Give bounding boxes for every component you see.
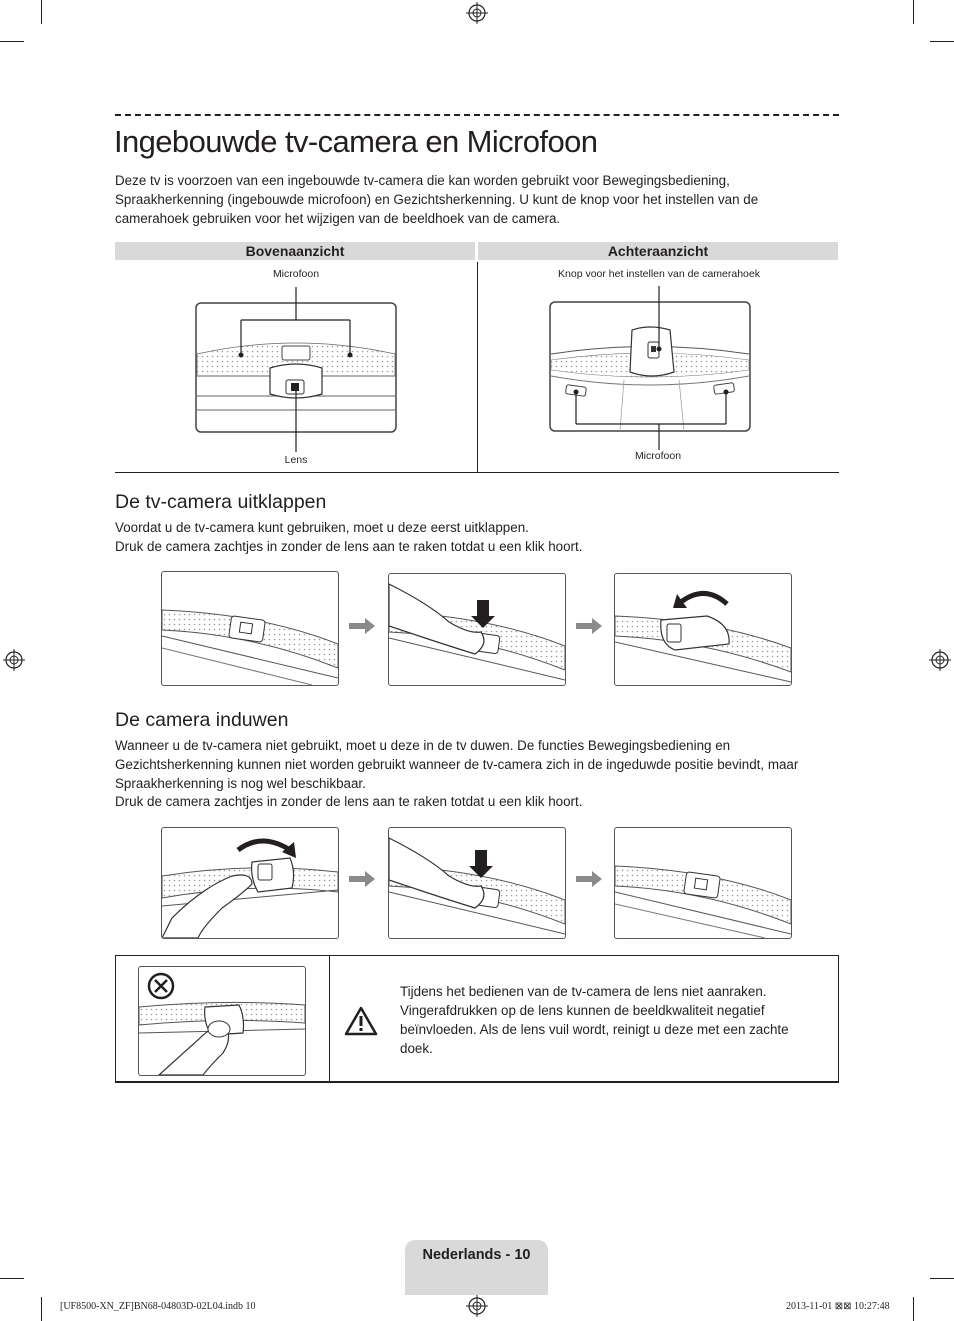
step-arrow-icon (349, 871, 375, 887)
step-arrow-icon (349, 618, 375, 634)
unfold-step-3-image (614, 573, 792, 686)
step-arrow-icon (576, 871, 602, 887)
intro-text: Deze tv is voorzoen van een ingebouwde tv-camera die kan worden gebruikt voor Bewegingsbediening, Spraakherkenning (ingebouwde microfoon) en Gezichtsherkenning. U kunt de knop voor het instellen van de camerahoek gebruiken voor het wijzigen van de beeldhoek van de camera. (115, 173, 759, 226)
retract-heading: De camera induwen (115, 709, 289, 731)
unfold-step-2-image (388, 573, 566, 686)
warning-box (115, 955, 839, 1083)
retract-step-3-image (614, 827, 792, 939)
registration-mark-icon (466, 1295, 488, 1317)
unfold-line2: Druk de camera zachtjes in zonder de lens aan te raken totdat u een klik hoort. (115, 539, 583, 554)
rear-view-illustration (544, 284, 756, 452)
unfold-line1: Voordat u de tv-camera kunt gebruiken, moet u deze eerst uitklappen. (115, 520, 529, 535)
crop-mark (0, 1278, 24, 1279)
title-rule (115, 114, 839, 116)
prohibited-icon (147, 972, 175, 1000)
views-bottom-rule (115, 472, 839, 473)
warning-box-divider (329, 956, 330, 1081)
crop-mark (930, 41, 954, 42)
registration-mark-icon (929, 649, 951, 671)
page-number-tab: Nederlands - 10 (405, 1240, 548, 1295)
registration-mark-icon (466, 2, 488, 24)
retract-step-2-image (388, 827, 566, 939)
rear-microphone-label: Microfoon (634, 450, 682, 462)
views-divider (477, 262, 478, 472)
top-microphone-label: Microfoon (272, 268, 320, 280)
crop-mark (913, 0, 914, 24)
registration-mark-icon (3, 649, 25, 671)
warning-text: Tijdens het bedienen van de tv-camera de lens niet aanraken. Vingerafdrukken op de lens kunnen de beeldkwaliteit negatief beïnvloeden. Als de lens vuil wordt, reinigt u deze met een zachte doek. (400, 984, 789, 1056)
crop-mark (41, 1297, 42, 1321)
crop-mark (913, 1297, 914, 1321)
retract-step-1-image (161, 827, 339, 939)
rear-view-header: Achteraanzicht (478, 242, 838, 260)
rear-angle-knob-label: Knop voor het instellen van de camerahoek (558, 268, 760, 280)
unfold-step-1-image (161, 571, 339, 686)
top-lens-label: Lens (284, 454, 308, 466)
top-view-illustration (190, 284, 402, 456)
unfold-heading: De tv-camera uitklappen (115, 491, 327, 513)
crop-mark (930, 1278, 954, 1279)
print-date-info: 2013-11-01 ⊠⊠ 10:27:48 (786, 1301, 890, 1312)
retract-line2: Druk de camera zachtjes in zonder de lens aan te raken totdat u een klik hoort. (115, 794, 583, 809)
step-arrow-icon (576, 618, 602, 634)
retract-text: Wanneer u de tv-camera niet gebruikt, moet u deze in de tv duwen. De functies Bewegingsbediening en Gezichtsherkenning kunnen niet worden gebruikt wanneer de tv-camera zich in de ingeduwde positie bevindt, maar Spraakherkenning is nog wel beschikbaar. (115, 738, 799, 791)
top-view-header: Bovenaanzicht (115, 242, 475, 260)
page-title: Ingebouwde tv-camera en Microfoon (114, 124, 598, 159)
crop-mark (41, 0, 42, 24)
crop-mark (0, 41, 24, 42)
warning-triangle-icon (344, 1006, 378, 1036)
print-file-info: [UF8500-XN_ZF]BN68-04803D-02L04.indb 10 (60, 1301, 256, 1312)
